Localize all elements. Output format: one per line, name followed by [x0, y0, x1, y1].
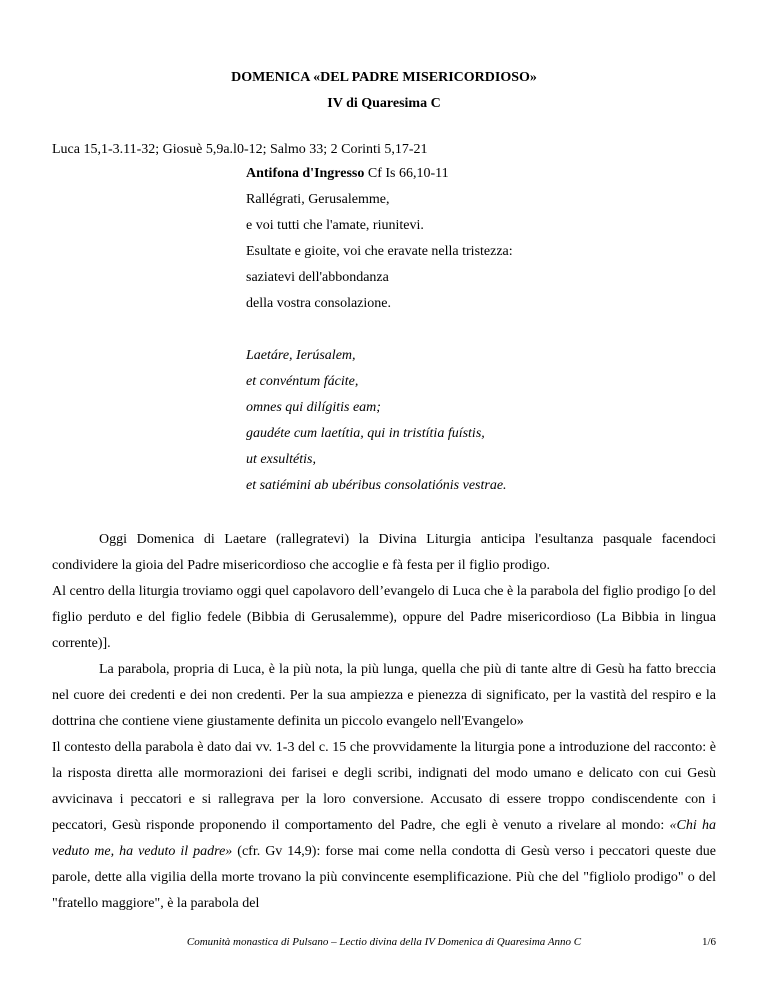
paragraph-parable-center: Al centro della liturgia troviamo oggi quel capolavoro dell’evangelo di Luca che è la parabola del figlio prodigo [o del figlio perduto e del figlio fedele (Bibbia di Gerusalemme), oppure del Padre misericordioso (La Bibbia in lingua corrente)]. — [52, 584, 716, 651]
entrance-antiphon — [246, 161, 726, 499]
antiphon-italian-line: Esultate e gioite, voi che eravate nella tristezza: — [246, 244, 513, 259]
paragraph-parable-context — [52, 735, 716, 917]
antiphon-heading-reference: Cf Is 66,10-11 — [364, 166, 449, 181]
context-text-end: (cfr. Gv 14,9): forse mai come nella condotta di Gesù verso i peccatori queste due parole, dette alla vigilia della morte trovano la più convincente esemplificazione. Più che del "figliolo prodigo" o del "fratello maggiore", è la parabola del — [52, 844, 716, 911]
scripture-references: Luca 15,1-3.11-32; Giosuè 5,9a.l0-12; Salmo 33; 2 Corinti 5,17-21 — [52, 142, 428, 157]
antiphon-italian-line: Rallégrati, Gerusalemme, — [246, 192, 390, 207]
document-title: DOMENICA «DEL PADRE MISERICORDIOSO» — [231, 70, 537, 85]
antiphon-latin-line: omnes qui dilígitis eam; — [246, 400, 381, 415]
antiphon-heading — [246, 161, 726, 187]
antiphon-latin-line: Laetáre, Ierúsalem, — [246, 348, 356, 363]
antiphon-latin-line: et satiémini ab ubéribus consolatiónis vestrae. — [246, 478, 507, 493]
page-number: 1/6 — [701, 936, 716, 948]
document-subtitle: IV di Quaresima C — [327, 96, 441, 111]
antiphon-heading-title: Antifona d'Ingresso — [246, 166, 365, 181]
antiphon-italian-line: saziatevi dell'abbondanza — [246, 270, 389, 285]
antiphon-latin-line: et convéntum fácite, — [246, 374, 359, 389]
antiphon-spacer — [246, 317, 726, 343]
paragraph-laetare: Oggi Domenica di Laetare (rallegratevi) la Divina Liturgia anticipa l'esultanza pasquale facendoci condividere la gioia del Padre misericordioso che accoglie e fà festa per il figlio prodigo. — [52, 532, 716, 573]
title-block — [0, 65, 768, 117]
footer-text: Comunità monastica di Pulsano – Lectio divina della IV Domenica di Quaresima Anno C — [186, 936, 582, 948]
page-footer — [0, 936, 768, 956]
antiphon-latin-line: ut exsultétis, — [246, 452, 316, 467]
antiphon-italian-line: e voi tutti che l'amate, riunitevi. — [246, 218, 424, 233]
gospel-quote: «Chi ha veduto me, ha veduto il padre» — [52, 818, 716, 859]
antiphon-italian-line: della vostra consolazione. — [246, 296, 392, 311]
context-text-start: Il contesto della parabola è dato dai vv. 1-3 del c. 15 che provvidamente la liturgia pone a introduzione del racconto: è la risposta diretta alle mormorazioni dei farisei e degli scribi, indignati del modo umano e delicato con cui Gesù avvicinava i peccatori e si rallegrava per la loro conversione. Accusato di essere troppo condiscendente con i peccatori, Gesù risponde proponendo il comportamento del Padre, che egli è venuto a rivelare al mondo: — [52, 740, 716, 833]
paragraph-parable-luke: La parabola, propria di Luca, è la più nota, la più lunga, quella che più di tante altre di Gesù ha fatto breccia nel cuore dei credenti e dei non credenti. Per la sua ampiezza e pienezza di significato, per la vastità del respiro e la dottrina che contiene viene giustamente definita un piccolo evangelo nell'Evangelo» — [52, 662, 716, 729]
antiphon-latin-line: gaudéte cum laetítia, qui in tristítia fuístis, — [246, 426, 485, 441]
body-text — [52, 527, 716, 917]
